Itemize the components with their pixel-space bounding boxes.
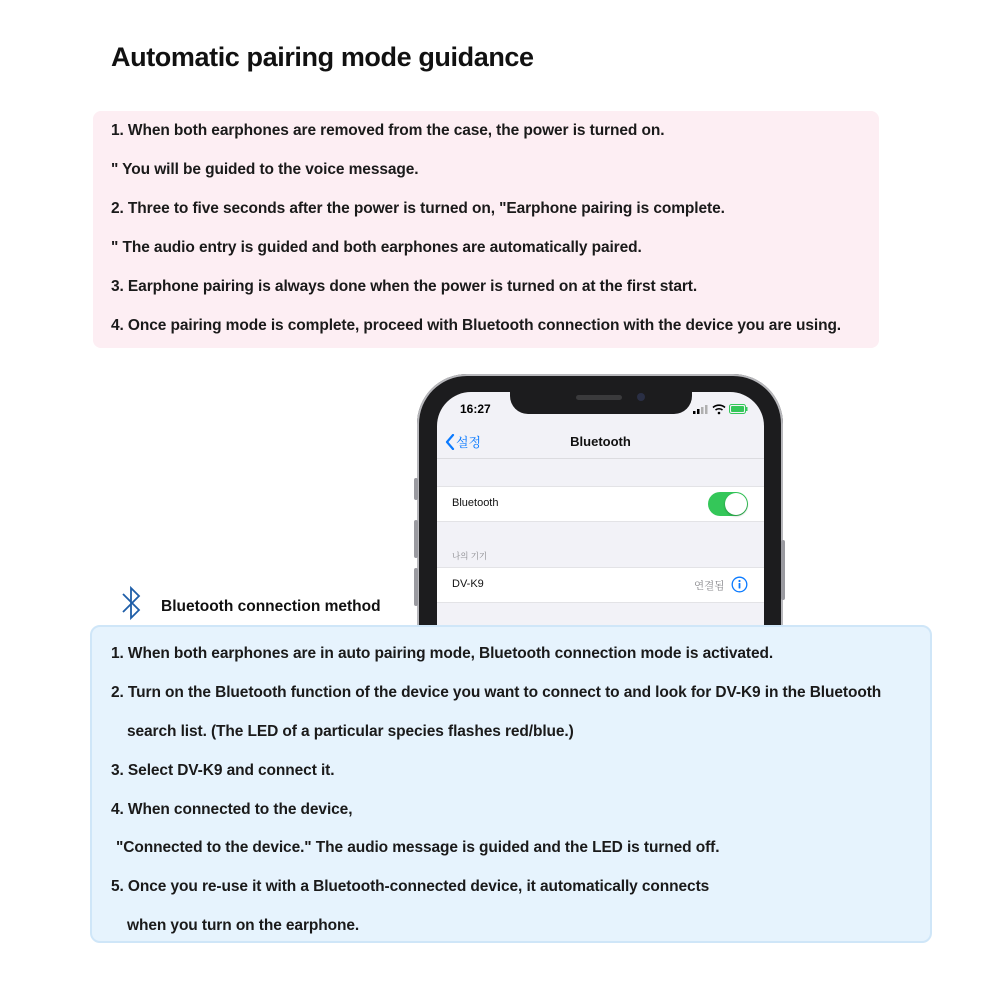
connection-step: "Connected to the device." The audio message is guided and the LED is turned off.	[116, 839, 720, 856]
connection-step: when you turn on the earphone.	[127, 917, 360, 934]
bluetooth-row-label: Bluetooth	[452, 497, 499, 509]
connection-step: 1. When both earphones are in auto pairing mode, Bluetooth connection mode is activated.	[111, 645, 774, 662]
status-icons	[693, 403, 749, 415]
camera-icon	[637, 393, 645, 401]
screen-title: Bluetooth	[570, 434, 631, 449]
pairing-guidance-panel	[93, 111, 879, 348]
phone-side-button	[414, 478, 418, 500]
pairing-step: 4. Once pairing mode is complete, proceed with Bluetooth connection with the device you are using.	[111, 317, 842, 334]
connection-step: 3. Select DV-K9 and connect it.	[111, 762, 335, 779]
pairing-step: 1. When both earphones are removed from the case, the power is turned on.	[111, 122, 665, 139]
pairing-step: 3. Earphone pairing is always done when the power is turned on at the first start.	[111, 278, 698, 295]
phone-screen	[437, 392, 764, 652]
pairing-step: 2. Three to five seconds after the power is turned on, "Earphone pairing is complete.	[111, 200, 725, 217]
device-status: 연결됨	[694, 580, 725, 592]
connection-step: 2. Turn on the Bluetooth function of the device you want to connect to and look for DV-K9 in the Bluetooth	[111, 684, 882, 701]
page-title: Automatic pairing mode guidance	[111, 42, 534, 72]
pairing-step: " You will be guided to the voice message.	[111, 161, 419, 178]
status-time: 16:27	[460, 402, 491, 416]
connection-guidance-panel	[90, 625, 932, 943]
pairing-step: " The audio entry is guided and both earphones are automatically paired.	[111, 239, 642, 256]
my-devices-caption: 나의 기기	[452, 551, 488, 561]
connection-method-heading: Bluetooth connection method	[161, 598, 381, 615]
phone-side-button	[414, 568, 418, 606]
battery-icon	[730, 405, 748, 414]
phone-notch	[510, 392, 692, 414]
bluetooth-icon	[119, 583, 143, 623]
signal-icon	[693, 405, 708, 414]
phone-power-button	[781, 540, 785, 600]
phone-side-button	[414, 520, 418, 558]
bluetooth-setting-row	[437, 486, 764, 522]
connection-step: 5. Once you re-use it with a Bluetooth-connected device, it automatically connects	[111, 878, 710, 895]
info-icon[interactable]	[731, 576, 748, 593]
back-label: 설정	[456, 435, 482, 450]
device-name: DV-K9	[452, 578, 484, 590]
device-row[interactable]	[437, 567, 764, 603]
bluetooth-toggle[interactable]	[708, 492, 748, 516]
nav-divider	[437, 458, 764, 459]
wifi-icon	[713, 405, 725, 414]
connection-step: search list. (The LED of a particular species flashes red/blue.)	[127, 723, 574, 740]
toggle-knob	[725, 493, 747, 515]
connection-step: 4. When connected to the device,	[111, 801, 353, 818]
speaker-grille	[576, 395, 622, 400]
